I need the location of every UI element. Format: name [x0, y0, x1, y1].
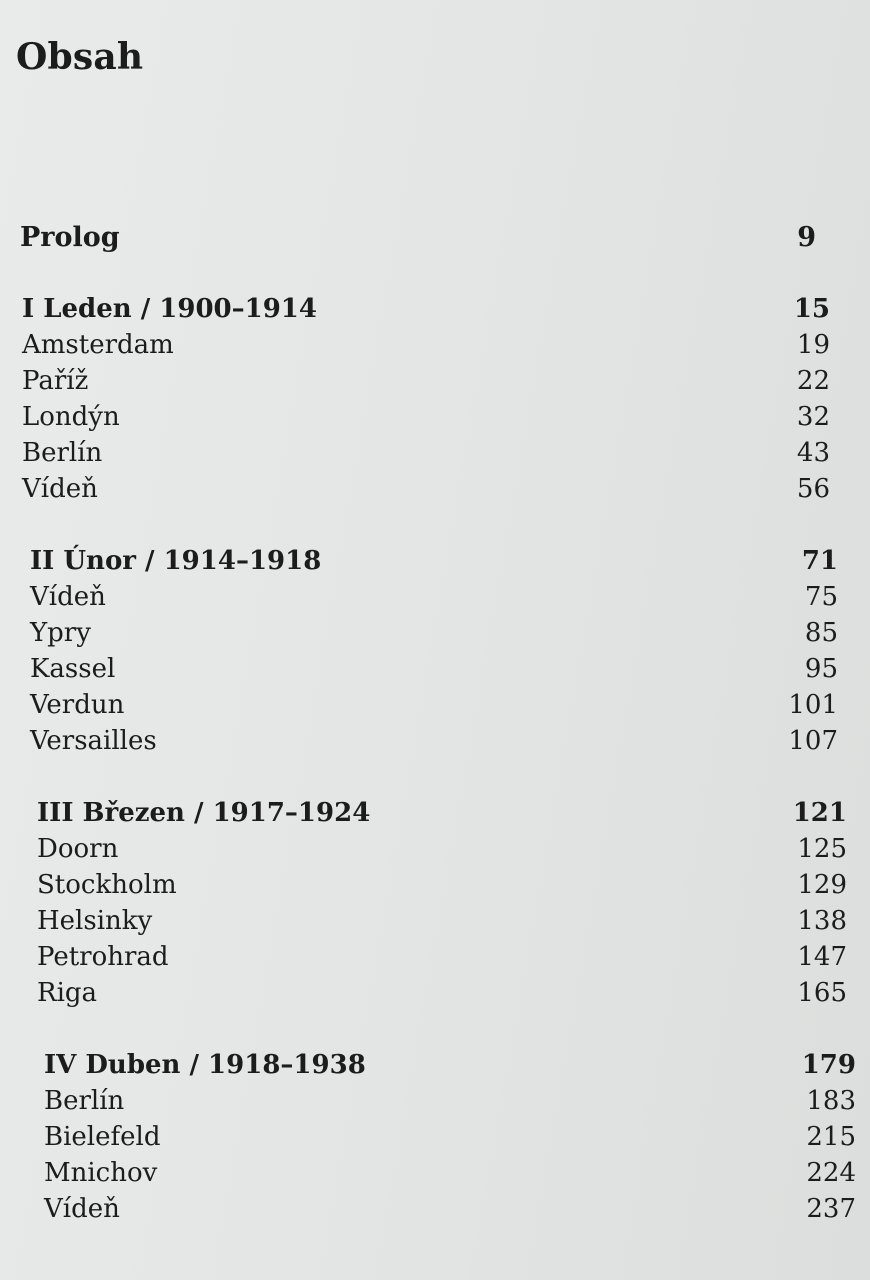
toc-entry	[44, 1122, 856, 1158]
toc-prolog	[20, 222, 828, 262]
toc-section-title: I Leden / 1900–1914	[22, 294, 317, 324]
toc-section-title: III Březen / 1917–1924	[37, 798, 371, 828]
toc-entry-page: 19	[796, 330, 830, 360]
toc-entry	[44, 1158, 856, 1194]
toc-entry-label: Helsinky	[37, 906, 153, 936]
toc-entry-label: Berlín	[44, 1086, 125, 1116]
toc-entry-label: Verdun	[30, 690, 125, 720]
toc-entry	[37, 978, 847, 1014]
toc-entry-page: 85	[804, 618, 838, 648]
toc-entry	[44, 1194, 856, 1230]
toc-section-title: IV Duben / 1918–1938	[44, 1050, 366, 1080]
toc-entry-page: 43	[796, 438, 830, 468]
toc-entry	[22, 330, 830, 366]
toc-section-page: 121	[792, 798, 847, 828]
toc-entry	[22, 402, 830, 438]
toc-prolog-page: 9	[797, 222, 816, 253]
toc-entry-label: Londýn	[22, 402, 120, 432]
toc-entry-label: Bielefeld	[44, 1122, 161, 1152]
toc-entry-label: Amsterdam	[22, 330, 174, 360]
toc-entry	[44, 1086, 856, 1122]
toc-entry	[30, 726, 838, 762]
toc-section-heading	[44, 1050, 856, 1086]
toc-entry	[22, 474, 830, 510]
toc-entry-page: 107	[788, 726, 838, 756]
toc-entry-page: 215	[806, 1122, 856, 1152]
toc-entry-label: Doorn	[37, 834, 119, 864]
toc-entry	[37, 870, 847, 906]
toc-section-page: 71	[801, 546, 838, 576]
toc-section-4	[44, 1050, 856, 1230]
toc-entry	[30, 654, 838, 690]
toc-entry-label: Mnichov	[44, 1158, 158, 1188]
toc-entry-page: 165	[797, 978, 847, 1008]
toc-entry-page: 125	[797, 834, 847, 864]
toc-entry-page: 56	[796, 474, 830, 504]
toc-entry-page: 224	[806, 1158, 856, 1188]
toc-section-heading	[22, 294, 830, 330]
toc-entry-page: 129	[797, 870, 847, 900]
toc-entry-label: Vídeň	[44, 1194, 120, 1224]
toc-entry-label: Petrohrad	[37, 942, 169, 972]
toc-entry	[22, 366, 830, 402]
toc-entry-page: 138	[797, 906, 847, 936]
toc-section-title: II Únor / 1914–1918	[30, 546, 322, 576]
toc-entry	[30, 582, 838, 618]
toc-prolog-label: Prolog	[20, 222, 120, 253]
page-title: Obsah	[16, 36, 144, 78]
toc-entry-page: 22	[796, 366, 830, 396]
toc-entry-page: 237	[806, 1194, 856, 1224]
toc-section-3	[37, 798, 847, 1014]
toc-entry-page: 147	[797, 942, 847, 972]
toc-entry-label: Vídeň	[22, 474, 98, 504]
toc-section-heading	[37, 798, 847, 834]
toc-entry-label: Paříž	[22, 366, 89, 396]
toc-entry-label: Berlín	[22, 438, 103, 468]
toc-entry-label: Riga	[37, 978, 98, 1008]
toc-entry-label: Ypry	[30, 618, 91, 648]
toc-entry-label: Versailles	[30, 726, 157, 756]
toc-entry-label: Stockholm	[37, 870, 177, 900]
toc-entry-page: 101	[788, 690, 838, 720]
toc-section-1	[22, 294, 830, 510]
toc-entry	[37, 834, 847, 870]
toc-entry-label: Vídeň	[30, 582, 106, 612]
toc-entry-page: 32	[796, 402, 830, 432]
toc-entry-page: 75	[804, 582, 838, 612]
toc-section-page: 179	[801, 1050, 856, 1080]
toc-section-heading	[30, 546, 838, 582]
toc-entry-page: 95	[804, 654, 838, 684]
toc-section-2	[30, 546, 838, 762]
toc-entry	[37, 942, 847, 978]
toc-entry-page: 183	[806, 1086, 856, 1116]
toc-entry	[37, 906, 847, 942]
toc-section-page: 15	[793, 294, 830, 324]
toc-entry	[22, 438, 830, 474]
toc-entry	[30, 690, 838, 726]
toc-entry	[30, 618, 838, 654]
toc-entry-label: Kassel	[30, 654, 116, 684]
